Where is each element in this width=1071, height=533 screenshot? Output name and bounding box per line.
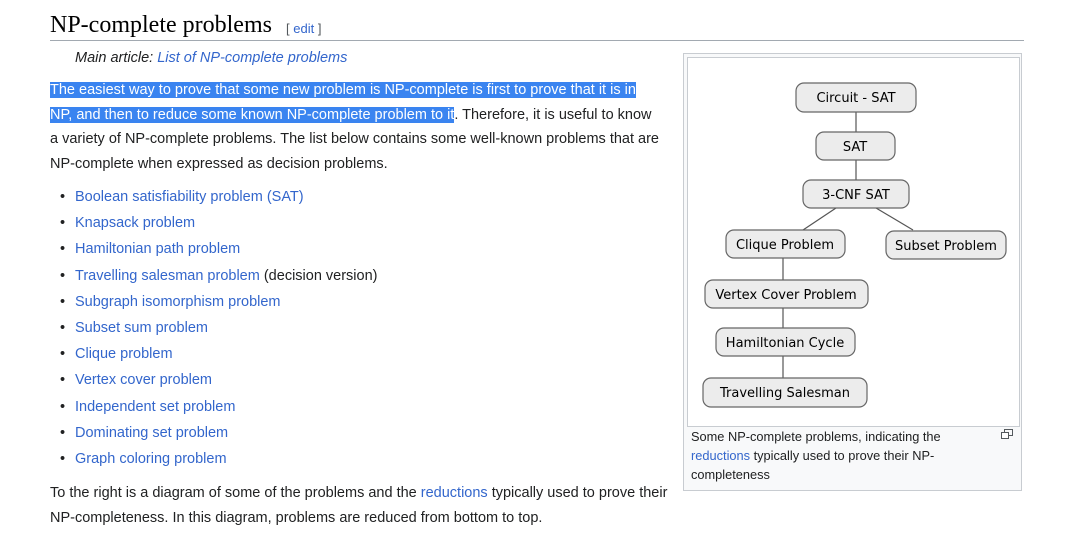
problem-link[interactable]: Boolean satisfiability problem (SAT) bbox=[75, 189, 304, 205]
edit-bracket-open: [ bbox=[286, 21, 290, 36]
diagram-paragraph bbox=[50, 481, 670, 530]
problem-link[interactable]: Dominating set problem bbox=[75, 424, 229, 441]
problem-link[interactable]: Clique problem bbox=[75, 346, 173, 363]
reduction-diagram bbox=[688, 58, 1019, 426]
caption-reductions-link[interactable]: reductions bbox=[691, 448, 751, 463]
list-item bbox=[60, 184, 378, 210]
caption-text: Some NP-complete problems, indicating the bbox=[691, 429, 941, 444]
problem-link[interactable]: Subset sum problem bbox=[75, 319, 208, 336]
list-bullet: • bbox=[60, 215, 66, 232]
node-label: Circuit - SAT bbox=[816, 91, 896, 106]
list-item bbox=[60, 341, 378, 367]
node-label: 3-CNF SAT bbox=[822, 188, 890, 203]
diagram-image-frame[interactable] bbox=[687, 57, 1020, 427]
section-heading bbox=[50, 10, 1024, 41]
node-label: Subset Problem bbox=[895, 239, 997, 254]
edit-bracket-close: ] bbox=[317, 21, 322, 36]
paragraph-text: To the right is a diagram of some of the problems and the bbox=[50, 485, 421, 501]
node-label: Travelling Salesman bbox=[720, 386, 850, 401]
problem-link[interactable]: Knapsack problem bbox=[75, 215, 196, 232]
list-item bbox=[60, 236, 378, 262]
list-bullet: • bbox=[60, 267, 66, 284]
list-item bbox=[60, 446, 378, 472]
paragraph-text: typically used to prove their NP-completeness. In this diagram, problems are reduced from bottom to top. bbox=[50, 485, 668, 526]
node-label: Hamiltonian Cycle bbox=[725, 336, 845, 351]
hatnote-prefix: Main article: bbox=[75, 50, 158, 66]
problem-list bbox=[60, 184, 378, 472]
list-bullet: • bbox=[60, 319, 66, 336]
problem-link[interactable]: Hamiltonian path problem bbox=[75, 241, 241, 258]
list-bullet: • bbox=[60, 241, 66, 258]
reductions-link[interactable]: reductions bbox=[420, 485, 488, 501]
problem-link[interactable]: Independent set problem bbox=[75, 398, 236, 415]
list-bullet: • bbox=[60, 398, 66, 415]
main-article-link[interactable]: List of NP-complete problems bbox=[157, 50, 348, 66]
list-bullet: • bbox=[60, 189, 66, 205]
node-label: Clique Problem bbox=[735, 238, 835, 253]
list-item bbox=[60, 210, 378, 236]
problem-link[interactable]: Graph coloring problem bbox=[75, 450, 227, 467]
list-item bbox=[60, 289, 378, 315]
list-bullet: • bbox=[60, 450, 66, 467]
list-item bbox=[60, 367, 378, 393]
caption-text: typically used to prove their NP-completeness bbox=[691, 448, 935, 482]
edge-cnf-clique bbox=[803, 208, 836, 230]
node-label: Vertex Cover Problem bbox=[715, 288, 857, 303]
list-bullet: • bbox=[60, 424, 66, 441]
edit-link[interactable]: edit bbox=[293, 21, 315, 36]
thumbnail-caption bbox=[691, 427, 991, 484]
edit-section bbox=[286, 21, 321, 36]
list-item bbox=[60, 394, 378, 420]
list-item bbox=[60, 263, 378, 289]
list-item-note: (decision version) bbox=[259, 267, 378, 284]
node-label: SAT bbox=[842, 140, 868, 155]
diagram-thumbnail bbox=[683, 53, 1022, 491]
magnify-icon[interactable] bbox=[1000, 428, 1014, 440]
hatnote bbox=[75, 50, 347, 66]
list-bullet: • bbox=[60, 372, 66, 389]
selected-text[interactable]: The easiest way to prove that some new problem is NP-complete is first to prove that it is in NP, and then to reduce some known NP-complete problem to it bbox=[50, 82, 636, 123]
list-item bbox=[60, 315, 378, 341]
problem-link[interactable]: Travelling salesman problem bbox=[75, 267, 260, 284]
section-title: NP-complete problems bbox=[50, 12, 272, 38]
paragraph-text: . Therefore, it is useful to know a variety of NP-complete problems. The list below contains some well-known problems that are NP-complete when expressed as decision problems. bbox=[50, 106, 659, 172]
problem-link[interactable]: Vertex cover problem bbox=[75, 372, 213, 389]
edge-cnf-subset bbox=[876, 208, 913, 230]
problem-link[interactable]: Subgraph isomorphism problem bbox=[75, 293, 281, 310]
list-bullet: • bbox=[60, 346, 66, 363]
intro-paragraph bbox=[50, 78, 662, 176]
list-bullet: • bbox=[60, 293, 66, 310]
list-item bbox=[60, 420, 378, 446]
